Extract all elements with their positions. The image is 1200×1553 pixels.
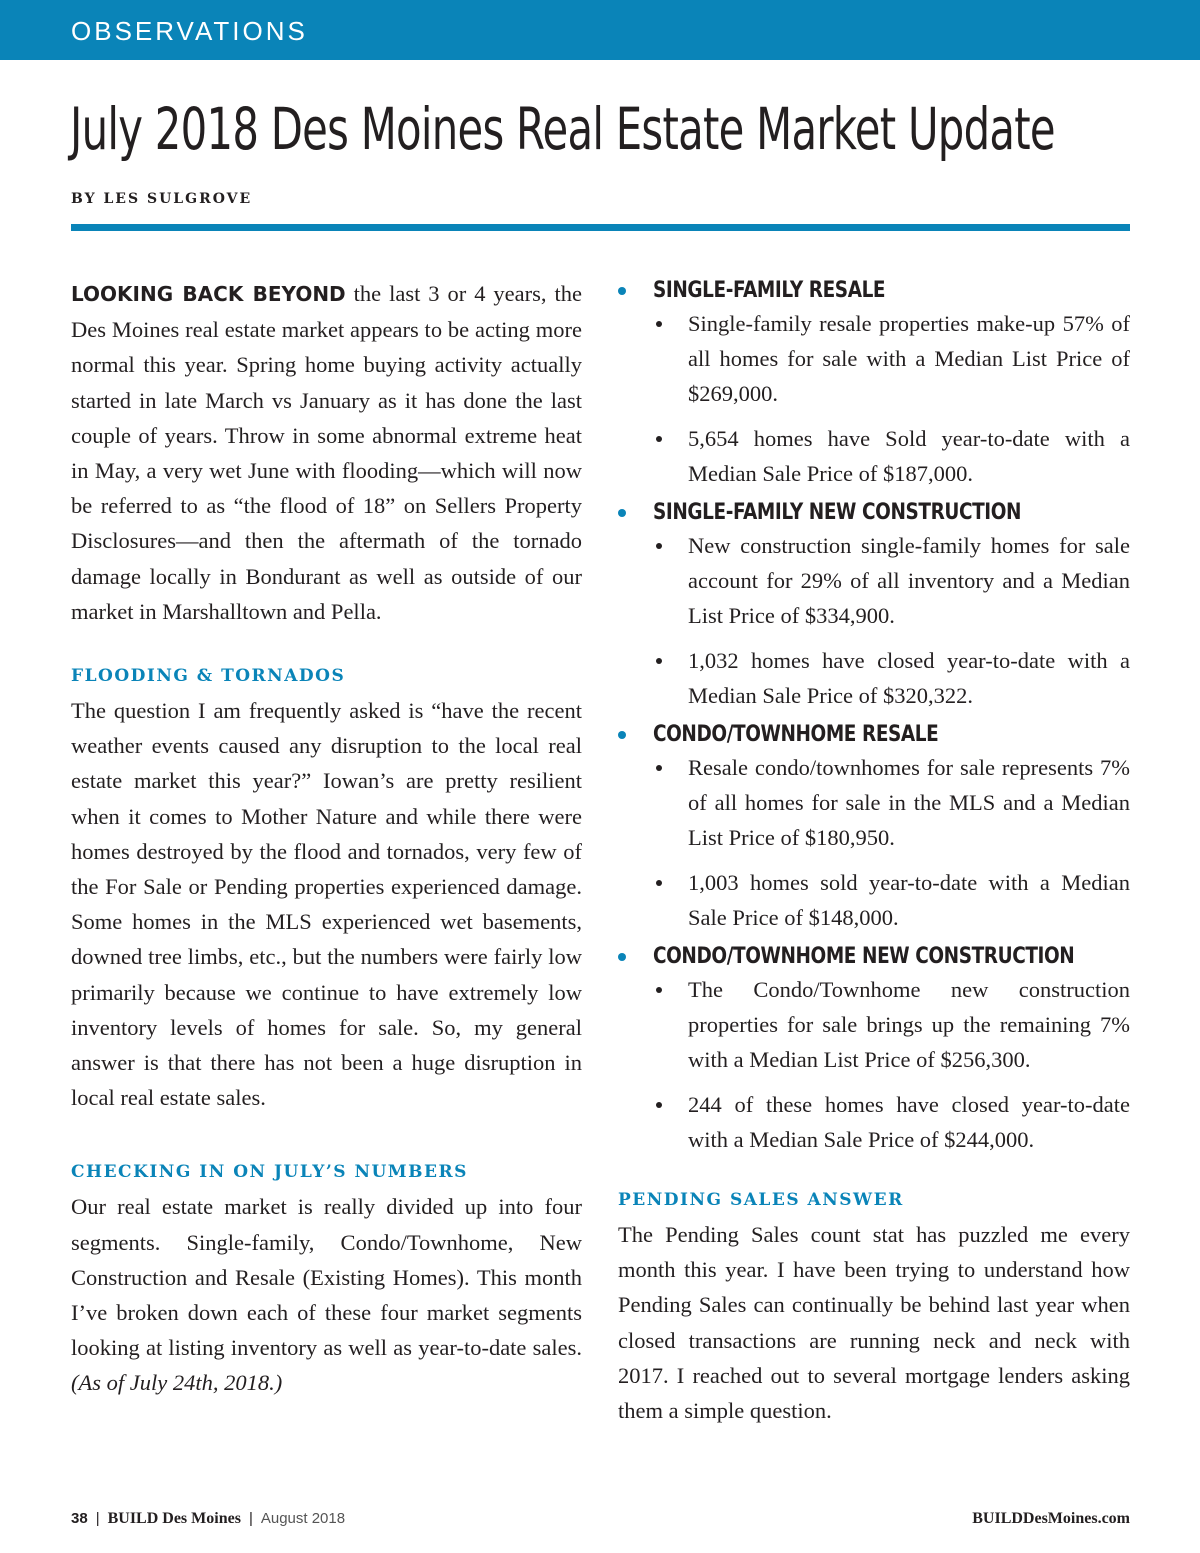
byline: BY LES SULGROVE (71, 191, 253, 207)
bullet-dot (656, 1102, 662, 1108)
flooding-subhead: FLOODING & TORNADOS (71, 666, 346, 687)
bullet-dot (656, 987, 662, 993)
segment-bullet: Resale condo/townhomes for sale represents 7% of all homes for sale in the MLS and a Median List Price of $180,950. (618, 750, 1130, 856)
issue-date: August 2018 (260, 1510, 346, 1527)
segment-heading: SINGLE-FAMILY NEW CONSTRUCTION (653, 500, 1022, 526)
page-number: 38 (71, 1510, 88, 1527)
segment-bullet: 244 of these homes have closed year-to-date with a Median Sale Price of $244,000. (618, 1087, 1130, 1157)
segment-bullet: New construction single-family homes for sale account for 29% of all inventory and a Median List Price of $334,900. (618, 528, 1130, 634)
segment-condo-townhome-resale (618, 720, 1130, 935)
bullet-dot (618, 509, 626, 517)
article-title: July 2018 Des Moines Real Estate Market Update (70, 95, 1055, 163)
intro-paragraph (71, 276, 582, 629)
footer-divider: | (248, 1510, 253, 1527)
segment-bullet: 1,003 homes sold year-to-date with a Median Sale Price of $148,000. (618, 865, 1130, 935)
bullet-dot (656, 765, 662, 771)
footer-divider: | (95, 1510, 100, 1527)
intro-text: the last 3 or 4 years, the Des Moines real estate market appears to be acting more normal this year. Spring home buying activity actually started in late March vs January as it has done the last couple of years. Throw in some abnormal extreme heat in May, a very wet June with flooding—which will now be referred to as “the flood of 18” on Sellers Property Disclosures—and then the aftermath of the tornado damage locally in Bondurant as well as outside of our market in Marshalltown and Pella. (71, 281, 582, 624)
pending-sales-paragraph: The Pending Sales count stat has puzzled me every month this year. I have been trying to understand how Pending Sales can continually be behind last year when closed transactions are running neck and neck with 2017. I reached out to several mortgage lenders asking them a simple question. (618, 1222, 1130, 1424)
section-banner (0, 0, 1200, 60)
segment-heading: SINGLE-FAMILY RESALE (653, 278, 886, 303)
section-label: OBSERVATIONS (71, 16, 308, 46)
segment-condo-townhome-new-construction (618, 942, 1130, 1157)
bullet-dot (656, 436, 662, 442)
segment-bullet: 5,654 homes have Sold year-to-date with a Median Sale Price of $187,000. (618, 421, 1130, 491)
bullet-dot (618, 731, 626, 739)
pending-sales-subhead: PENDING SALES ANSWER (618, 1190, 904, 1211)
segment-single-family-new-construction (618, 498, 1130, 713)
bullet-dot (656, 658, 662, 664)
right-column (618, 276, 1130, 1428)
bullet-dot (656, 880, 662, 886)
bullet-dot (618, 953, 626, 961)
publication-name: BUILD Des Moines (107, 1510, 241, 1527)
july-numbers-subhead: CHECKING IN ON JULY’S NUMBERS (71, 1162, 468, 1183)
website-link[interactable]: BUILDDesMoines.com (972, 1510, 1130, 1527)
as-of-note: (As of July 24th, 2018.) (71, 1370, 283, 1396)
bullet-dot (656, 321, 662, 327)
segment-single-family-resale (618, 276, 1130, 491)
flooding-paragraph: The question I am frequently asked is “have the recent weather events caused any disruption to the local real estate market this year?” Iowan’s are pretty resilient when it comes to Mother Nature and while there were homes destroyed by the flood and tornados, very few of the For Sale or Pending properties experienced damage. Some homes in the MLS experienced wet basements, downed tree limbs, etc., but the numbers were fairly low primarily because we continue to have extremely low inventory levels of homes for sale. So, my general answer is that there has not been a huge disruption in local real estate sales. (71, 698, 582, 1111)
lead-in: LOOKING BACK BEYOND (71, 282, 346, 306)
segment-heading: CONDO/TOWNHOME RESALE (653, 722, 939, 748)
segment-heading: CONDO/TOWNHOME NEW CONSTRUCTION (653, 944, 1075, 970)
bullet-dot (618, 287, 626, 295)
segment-bullet: 1,032 homes have closed year-to-date with a Median Sale Price of $320,322. (618, 643, 1130, 713)
july-numbers-text: Our real estate market is really divided up into four segments. Single-family, Condo/Townhome, New Construction and Resale (Existing Homes). This month I’ve broken down each of these four market segments looking at listing inventory as well as year-to-date sales. (71, 1194, 582, 1361)
segment-bullet: The Condo/Townhome new construction properties for sale brings up the remaining 7% with a Median List Price of $256,300. (618, 972, 1130, 1078)
title-divider (71, 224, 1130, 231)
left-column (71, 276, 582, 1401)
page-footer (71, 1510, 1130, 1532)
july-numbers-paragraph (71, 1189, 582, 1400)
segment-bullet: Single-family resale properties make-up 57% of all homes for sale with a Median List Price of $269,000. (618, 306, 1130, 412)
bullet-dot (656, 543, 662, 549)
